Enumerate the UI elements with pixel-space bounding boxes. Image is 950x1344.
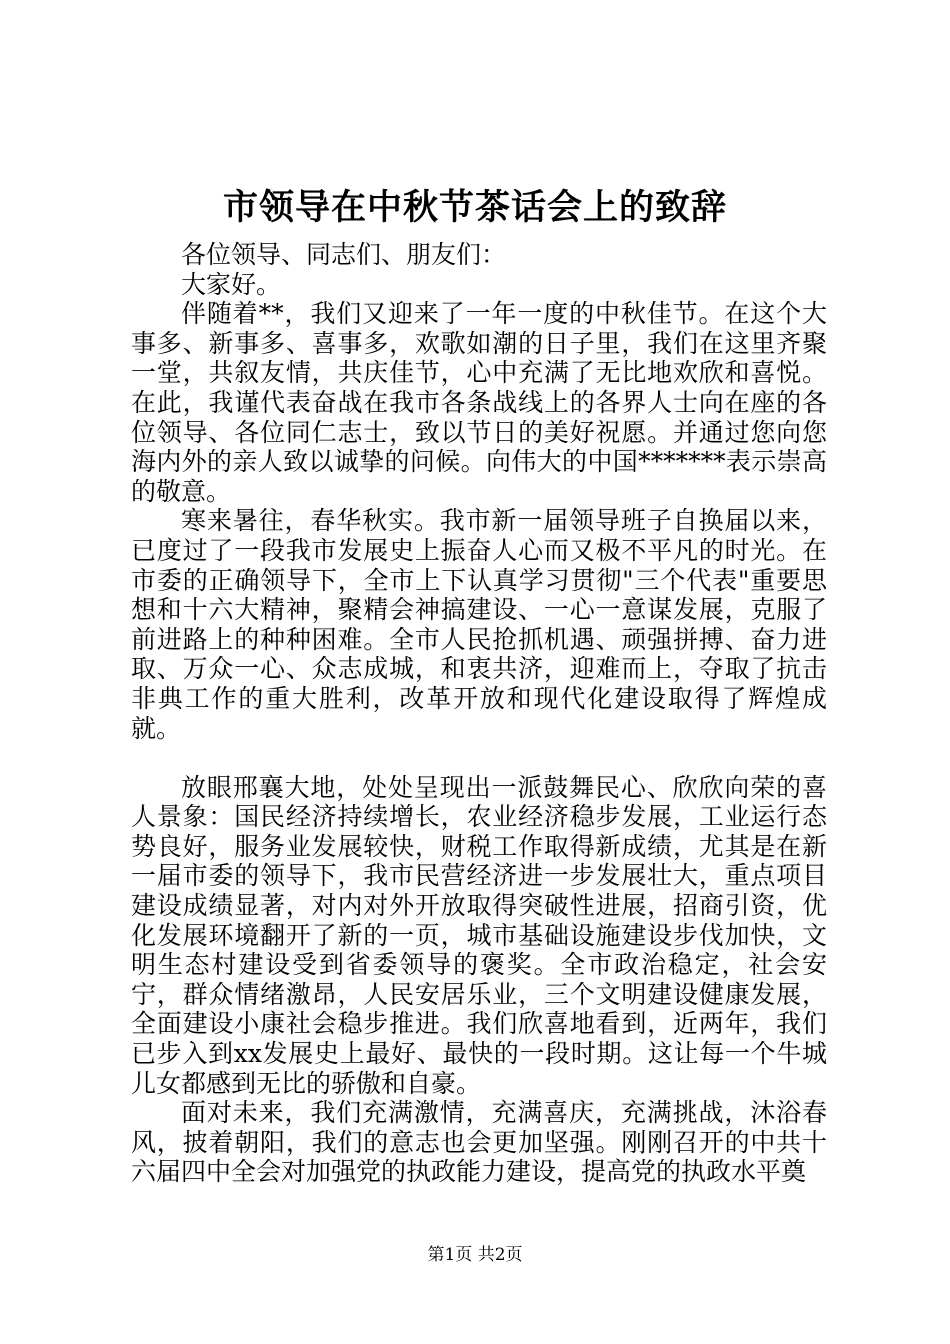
body-paragraph: 伴随着**，我们又迎来了一年一度的中秋佳节。在这个大事多、新事多、喜事多，欢歌如潮的日子里，我们在这里齐聚一堂，共叙友情，共庆佳节，心中充满了无比地欢欣和喜悦。在此，我谨代表奋战在我市各条战线上的各界人士向在座的各位领导、各位同仁志士，致以节日的美好祝愿。并通过您向您海内外的亲人致以诚挚的问候。向伟大的中国*******表示崇高的敬意。 xyxy=(131,299,827,506)
body-paragraph: 寒来暑往，春华秋实。我市新一届领导班子自换届以来，已度过了一段我市发展史上振奋人心而又极不平凡的时光。在市委的正确领导下，全市上下认真学习贯彻"三个代表"重要思想和十六大精神，聚精会神搞建设、一心一意谋发展，克服了前进路上的种种困难。全市人民抢抓机遇、顽强拼搏、奋力进取、万众一心、众志成城，和衷共济，迎难而上，夺取了抗击非典工作的重大胜利，改革开放和现代化建设取得了辉煌成就。 xyxy=(131,506,827,743)
body-paragraph: 面对未来，我们充满激情，充满喜庆，充满挑战，沐浴春风，披着朝阳，我们的意志也会更加坚强。刚刚召开的中共十六届四中全会对加强党的执政能力建设，提高党的执政水平奠 xyxy=(131,1098,827,1187)
salutation-paragraph: 各位领导、同志们、朋友们： xyxy=(181,240,507,269)
body-paragraph: 放眼邢襄大地，处处呈现出一派鼓舞民心、欣欣向荣的喜人景象：国民经济持续增长，农业经济稳步发展，工业运行态势良好，服务业发展较快，财税工作取得新成绩，尤其是在新一届市委的领导下，我市民营经济进一步发展壮大，重点项目建设成绩显著，对内对外开放取得突破性进展，招商引资，优化发展环境翻开了新的一页，城市基础设施建设步伐加快，文明生态村建设受到省委领导的褒奖。全市政治稳定，社会安宁，群众情绪激昂，人民安居乐业，三个文明建设健康发展，全面建设小康社会稳步推进。我们欣喜地看到，近两年，我们已步入到xx发展史上最好、最快的一段时期。这让每一个牛城儿女都感到无比的骄傲和自豪。 xyxy=(131,772,827,1098)
greeting-paragraph: 大家好。 xyxy=(181,269,282,299)
document-title: 市领导在中秋节茶话会上的致辞 xyxy=(222,187,727,228)
page-number-footer: 第1页 共2页 xyxy=(427,1245,523,1265)
document-body xyxy=(131,240,827,1187)
